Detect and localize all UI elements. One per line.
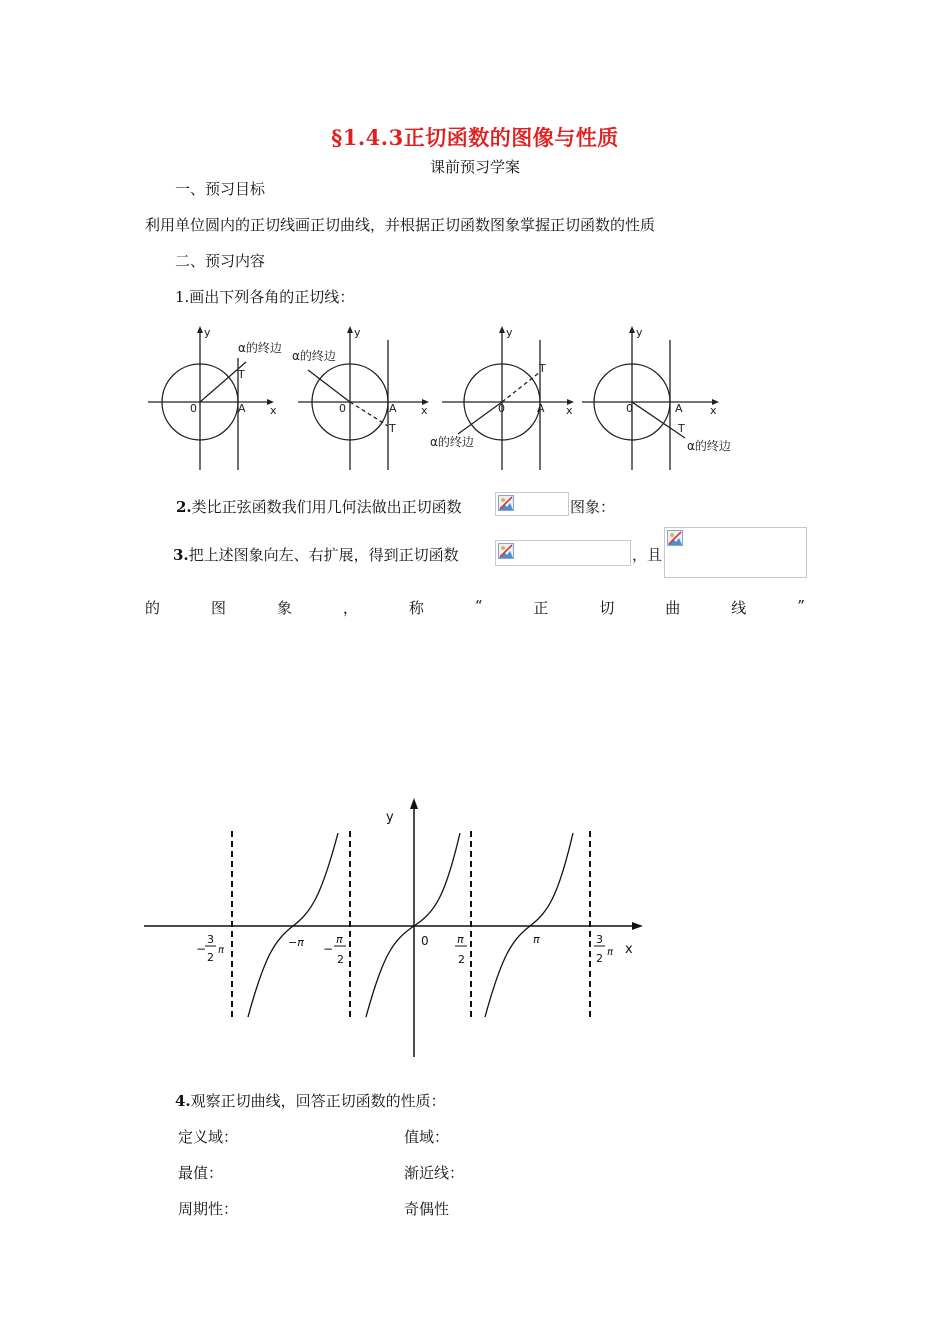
fig4-t-label: T	[678, 422, 685, 435]
svg-text:−: −	[323, 942, 334, 956]
svg-text:2: 2	[458, 953, 465, 966]
fig4-x-label: x	[710, 404, 717, 417]
svg-text:3: 3	[596, 933, 603, 946]
tick-label-three-half-pi	[594, 933, 614, 965]
svg-text:−: −	[196, 942, 207, 956]
fig3-y-label: y	[506, 326, 513, 339]
fig4-origin-label: 0	[626, 402, 633, 415]
page-title: §1.4.3正切函数的图像与性质	[331, 125, 619, 150]
tangent-curve-graph	[140, 795, 650, 1060]
question-3: 3.把上述图象向左、右扩展，得到正切函数	[173, 546, 459, 564]
tick-label-neg-three-half-pi	[196, 933, 225, 964]
formula-image-placeholder	[495, 492, 569, 516]
fig4-y-label: y	[636, 326, 643, 339]
question-2: 2.类比正弦函数我们用几何法做出正切函数	[176, 498, 462, 516]
formula-image-placeholder	[664, 527, 807, 578]
question-3-mid: ，且	[632, 546, 663, 564]
svg-text:π: π	[607, 947, 614, 958]
broken-image-icon	[498, 495, 514, 511]
graph-x-label: x	[625, 942, 633, 957]
question-3-continuation: 的 图 象 ， 称 “ 正 切 曲 线 ”	[145, 597, 805, 617]
question-1: 1.画出下列各角的正切线：	[175, 288, 355, 306]
broken-image-icon	[667, 530, 683, 546]
svg-text:π: π	[457, 933, 464, 946]
fig2-a-label: A	[389, 402, 397, 415]
tick-label-neg-half-pi	[323, 933, 346, 966]
goal-text: 利用单位圆内的正切线画正切曲线，并根据正切函数图象掌握正切函数的性质	[145, 216, 656, 234]
fig3-t-label: T	[539, 362, 546, 375]
question-2-end: 图象：	[570, 498, 616, 516]
fig2-origin-label: 0	[339, 402, 346, 415]
tangent-branch-left	[248, 833, 338, 1017]
svg-text:3: 3	[207, 933, 214, 946]
fig3-origin-label: 0	[498, 402, 505, 415]
property-range: 值域：	[404, 1128, 450, 1146]
property-period: 周期性：	[178, 1200, 239, 1218]
fig4-a-label: A	[675, 402, 683, 415]
fig2-terminal-label: α的终边	[292, 349, 336, 363]
fig2-t-label: T	[389, 422, 396, 435]
property-domain: 定义域：	[178, 1128, 239, 1146]
fig3-a-label: A	[537, 402, 545, 415]
graph-origin-label: 0	[421, 934, 429, 948]
broken-image-icon	[498, 543, 514, 559]
svg-text:π: π	[336, 933, 343, 946]
fig3-terminal-label: α的终边	[430, 435, 474, 449]
fig4-terminal-label: α的终边	[687, 439, 731, 453]
svg-text:2: 2	[207, 951, 214, 964]
svg-text:2: 2	[337, 953, 344, 966]
tick-label-half-pi	[455, 933, 467, 966]
tick-label-neg-pi: −π	[288, 936, 304, 949]
fig1-terminal-label: α的终边	[238, 341, 282, 355]
property-extremum: 最值：	[178, 1164, 224, 1182]
tangent-branch-center	[366, 833, 460, 1017]
fig1-t-label: T	[238, 368, 245, 381]
section-heading-content: 二、预习内容	[175, 252, 266, 270]
tangent-branch-right	[485, 833, 573, 1017]
section-heading-goals: 一、预习目标	[175, 180, 266, 198]
fig2-x-label: x	[421, 404, 428, 417]
formula-image-placeholder	[495, 540, 631, 566]
svg-text:π: π	[218, 945, 225, 956]
unit-circle-figures	[140, 320, 760, 480]
svg-text:2: 2	[596, 952, 603, 965]
property-parity: 奇偶性	[404, 1200, 450, 1218]
fig1-x-label: x	[270, 404, 277, 417]
property-asymptote: 渐近线：	[404, 1164, 465, 1182]
fig2-y-label: y	[354, 326, 361, 339]
fig1-y-label: y	[204, 326, 211, 339]
tick-label-pi: π	[533, 933, 540, 946]
fig1-origin-label: 0	[190, 402, 197, 415]
fig1-a-label: A	[238, 402, 246, 415]
graph-y-label: y	[386, 810, 394, 825]
fig3-x-label: x	[566, 404, 573, 417]
page-subtitle: 课前预习学案	[429, 158, 520, 176]
question-4: 4.观察正切曲线，回答正切函数的性质：	[175, 1092, 446, 1110]
